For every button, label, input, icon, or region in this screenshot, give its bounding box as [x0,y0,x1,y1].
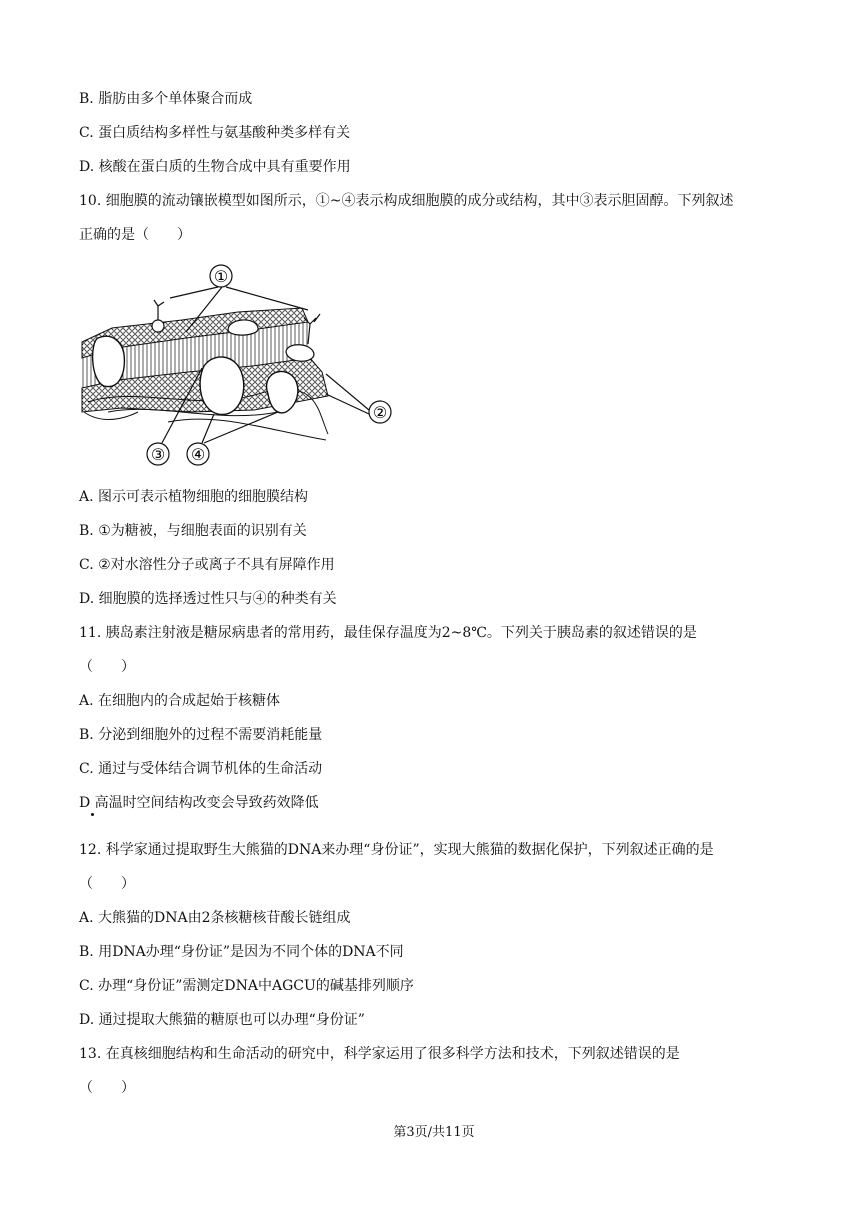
option-12c: C. 办理“身份证”需测定DNA中AGCU的碱基排列顺序 [79,978,414,994]
option-11d: D 高温时空间结构改变会导致药效降低 [79,795,319,811]
question-13-stem-line2: （ ） [79,1080,135,1096]
option-10c: C. ②对水溶性分子或离子不具有屏障作用 [79,557,335,573]
protein-right-top [286,345,314,362]
cell-membrane-diagram [78,262,396,470]
option-12b: B. 用DNA办理“身份证”是因为不同个体的DNA不同 [79,944,404,960]
option-9c: C. 蛋白质结构多样性与氨基酸种类多样有关 [79,125,351,141]
question-11-stem-line1: 11. 胰岛素注射液是糖尿病患者的常用药，最佳保存温度为2~8℃。下列关于胰岛素的叙述错误的是 [79,625,697,641]
question-12-stem-line2: （ ） [79,876,135,892]
label-4: ④ [190,445,206,464]
option-10b: B. ①为糖被，与细胞表面的识别有关 [79,523,307,539]
option-10a: A. 图示可表示植物细胞的细胞膜结构 [79,489,309,505]
label-3: ③ [150,445,166,464]
option-9b: B. 脂肪由多个单体聚合而成 [79,91,253,107]
question-11-stem-line2: （ ） [79,659,135,675]
option-11b: B. 分泌到细胞外的过程不需要消耗能量 [79,727,323,743]
option-12d: D. 通过提取大熊猫的糖原也可以办理“身份证” [79,1012,365,1028]
option-12a: A. 大熊猫的DNA由2条核糖核苷酸长链组成 [79,910,351,926]
page-footer: 第3页/共11页 [393,1125,475,1140]
option-11c: C. 通过与受体结合调节机体的生命活动 [79,761,323,777]
stray-dot [91,813,94,816]
option-11a: A. 在细胞内的合成起始于核糖体 [79,693,281,709]
protein-left [93,336,125,386]
protein-large-center [200,357,244,414]
label-1: ① [213,267,229,286]
question-10-stem-line1: 10. 细胞膜的流动镶嵌模型如图所示，①~④表示构成细胞膜的成分或结构，其中③表示胆固醇。下列叙述 [79,193,734,209]
glycocalyx-left [154,300,164,322]
protein-center-top [228,320,258,335]
option-10d: D. 细胞膜的选择透过性只与④的种类有关 [79,591,337,607]
label-2: ② [372,403,388,422]
option-9d: D. 核酸在蛋白质的生物合成中具有重要作用 [79,159,351,175]
question-10-stem-line2: 正确的是（ ） [79,227,191,243]
question-12-stem-line1: 12. 科学家通过提取野生大熊猫的DNA来办理“身份证”，实现大熊猫的数据化保护，下列叙述正确的是 [79,842,714,858]
question-13-stem-line1: 13. 在真核细胞结构和生命活动的研究中，科学家运用了很多科学方法和技术，下列叙述错误的是 [79,1046,680,1062]
